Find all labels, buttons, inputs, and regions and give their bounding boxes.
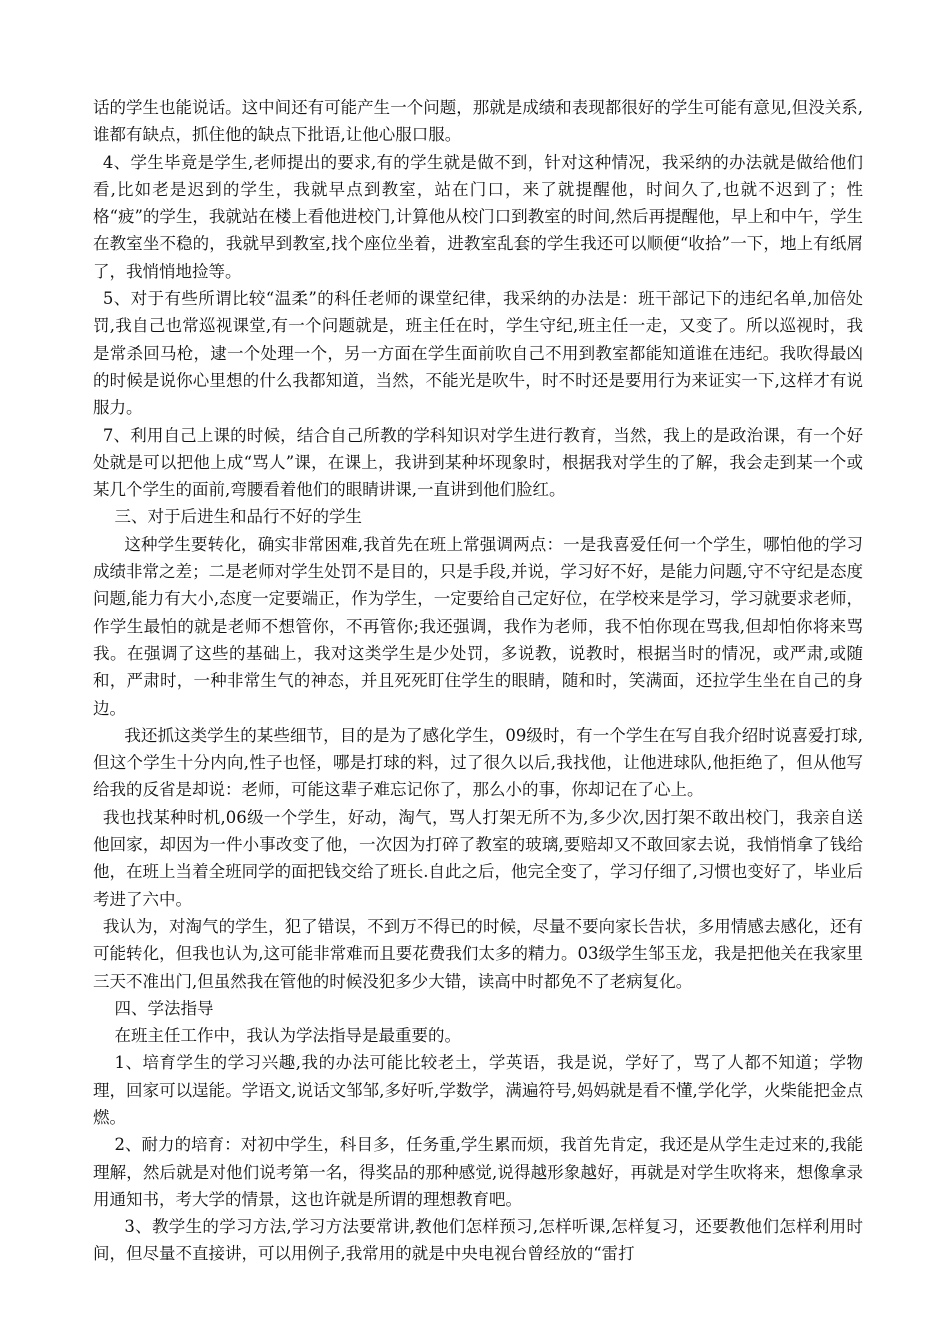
paragraph-method-3: 3、教学生的学习方法,学习方法要常讲,教他们怎样预习,怎样听课,怎样复习，还要教他们怎样利用时间，但尽量不直接讲，可以用例子,我常用的就是中央电视台曾经放的“雷打	[93, 1217, 863, 1264]
paragraph-item-7: 7、利用自己上课的时候，结合自己所教的学科知识对学生进行教育，当然，我上的是政治课，有一个好处就是可以把他上成“骂人”课，在课上，我讲到某种坏现象时，根据我对学生的了解，我会走到某一个或某几个学生的面前,弯腰看着他们的眼睛讲课,一直讲到他们脸红。	[93, 425, 863, 500]
paragraph-details: 我还抓这类学生的某些细节，目的是为了感化学生，09级时，有一个学生在写自我介绍时说喜爱打球,但这个学生十分内向,性子也怪，哪是打球的料，过了很久以后,我找他，让他进球队,他拒绝了，但从他写给我的反省是却说：老师，可能这辈子难忘记你了，那么小的事，你却记在了心上。	[93, 725, 863, 800]
section-heading-3: 三、对于后进生和品行不好的学生	[114, 507, 362, 527]
paragraph-item-4: 4、学生毕竟是学生,老师提出的要求,有的学生就是做不到，针对这种情况，我采纳的办法就是做给他们看,比如老是迟到的学生，我就早点到教室，站在门口，来了就提醒他，时间久了,也就不迟到了；性格“疲”的学生，我就站在楼上看他进校门,计算他从校门口到教室的时间,然后再提醒他，早上和中午，学生在教室坐不稳的，我就早到教室,找个座位坐着，进教室乱套的学生我还可以顺便“收拾”一下，地上有纸屑了，我悄悄地捡等。	[93, 152, 863, 281]
section-heading-4: 四、学法指导	[114, 998, 214, 1018]
paragraph-method-1: 1、培育学生的学习兴趣,我的办法可能比较老土，学英语，我是说，学好了，骂了人都不知道；学物理，回家可以逞能。学语文,说话文邹邹,多好听,学数学，满遍符号,妈妈就是看不懂,学化学，火柴能把金点燃。	[93, 1053, 863, 1127]
paragraph-item-5: 5、对于有些所谓比较“温柔”的科任老师的课堂纪律，我采纳的办法是：班干部记下的违纪名单,加倍处罚,我自己也常巡视课堂,有一个问题就是，班主任在时，学生守纪,班主任一走，又变了。所以巡视时，我是常杀回马枪，逮一个处理一个，另一方面在学生面前吹自己不用到教室都能知道谁在违纪。我吹得最凶的时候是说你心里想的什么我都知道，当然，不能光是吹牛，时不时还是要用行为来证实一下,这样才有说服力。	[93, 289, 863, 418]
document-page	[93, 94, 863, 1268]
paragraph-opportunity: 我也找某种时机,06级一个学生，好动，淘气，骂人打架无所不为,多少次,因打架不敢出校门，我亲自送他回家，却因为一件小事改变了他，一次因为打碎了教室的玻璃,要赔却又不敢回家去说，我悄悄拿了钱给他，在班上当着全班同学的面把钱交给了班长.自此之后，他完全变了，学习仔细了,习惯也变好了，毕业后考进了六中。	[93, 807, 863, 909]
paragraph-method-2: 2、耐力的培育：对初中学生，科目多，任务重,学生累而烦，我首先肯定，我还是从学生走过来的,我能理解，然后就是对他们说考第一名，得奖品的那种感觉,说得越形象越好，再就是对学生吹将来，想像拿录用通知书，考大学的情景，这也许就是所谓的理想教育吧。	[93, 1135, 863, 1209]
paragraph-continuation: 话的学生也能说话。这中间还有可能产生一个问题，那就是成绩和表现都很好的学生可能有意见,但没关系,谁都有缺点，抓住他的缺点下批语,让他心服口服。	[93, 98, 863, 145]
paragraph-intro-method: 在班主任工作中，我认为学法指导是最重要的。	[114, 1026, 461, 1046]
paragraph-transformation: 这种学生要转化，确实非常困难,我首先在班上常强调两点：一是我喜爱任何一个学生，哪怕他的学习成绩非常之差；二是老师对学生处罚不是目的，只是手段,并说，学习好不好，是能力问题,守不守纪是态度问题,能力有大小,态度一定要端正，作为学生，一定要给自己定好位，在学校来是学习，学习就要求老师，作学生最怕的就是老师不想管你，不再管你;我还强调，我作为老师，我不怕你现在骂我,但却怕你将来骂我。在强调了这些的基础上，我对这类学生是少处罚，多说教，说教时，根据当时的情况，或严肃,或随和，严肃时，一种非常生气的神态，并且死死盯住学生的眼睛，随和时，笑满面，还拉学生坐在自己的身边。	[93, 534, 863, 718]
paragraph-opinion: 我认为，对淘气的学生，犯了错误，不到万不得已的时候，尽量不要向家长告状，多用情感去感化，还有可能转化，但我也认为,这可能非常难而且要花费我们太多的精力。03级学生邹玉龙，我是把他关在我家里三天不准出门,但虽然我在管他的时候没犯多少大错，读高中时都免不了老病复化。	[93, 916, 863, 991]
